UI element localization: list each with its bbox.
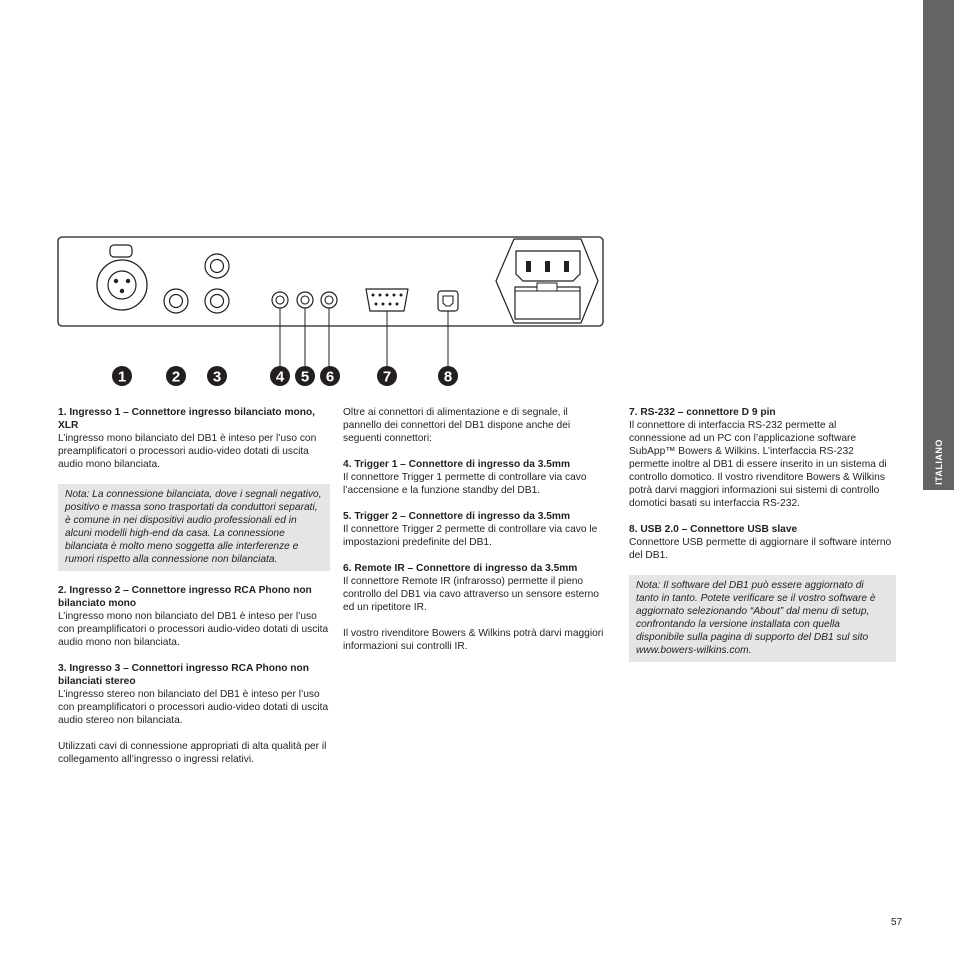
section-2-body: L’ingresso mono non bilanciato del DB1 è inteso per l’uso con preamplificatori o processori audio-video dotati di uscita audio mono non bilanciata. [58,611,329,648]
column-1 [58,406,330,779]
svg-text:1: 1 [117,368,127,386]
section-6-title: 6. Remote IR – Connettore di ingresso da 3.5mm [343,563,578,574]
section-5-body: Il connettore Trigger 2 permette di controllare via cavo le impostazioni predefinite del DB1. [343,524,598,548]
column-3 [629,406,896,675]
column-2-intro: Oltre ai connettori di alimentazione e di segnale, il pannello dei connettori del DB1 dispone anche dei seguenti connettori: [343,407,571,444]
language-side-tab [923,0,954,490]
column-1-closing: Utilizzati cavi di connessione appropriati di alta qualità per il collegamento all’ingresso o ingressi relativi. [58,741,327,765]
section-8-title: 8. USB 2.0 – Connettore USB slave [629,524,798,535]
section-1-title: 1. Ingresso 1 – Connettore ingresso bilanciato mono, XLR [58,407,316,431]
marker-3 [207,366,227,386]
remote-ir-jack-icon [321,292,337,308]
marker-4 [270,366,290,386]
section-4-title: 4. Trigger 1 – Connettore di ingresso da 3.5mm [343,459,571,470]
trigger1-jack-icon [272,292,288,308]
marker-5 [295,366,315,386]
marker-8 [438,366,458,386]
page-number: 57 [891,917,903,928]
balanced-connection-note: Nota: La connessione bilanciata, dove i segnali negativo, positivo e massa sono trasportati da conduttori separati, è comune in nei dispositivi audio professionali ed in alcuni modelli high-end da casa. La connessione bilanciata è molto meno soggetta alle interferenze e rumori rispetto alla connessione non bilanciata. [58,484,330,571]
software-update-note: Nota: Il software del DB1 può essere aggiornato di tanto in tanto. Potete verificare se il vostro software è aggiornato selezionando “About” dal menu di setup, confrontando la versione installata con quella disponibile sulla pagina di supporto del DB1 sul sito www.bowers-wilkins.com. [629,575,896,662]
language-label: ITALIANO [933,439,944,485]
marker-1 [112,366,132,386]
svg-text:2: 2 [171,368,181,386]
svg-text:3: 3 [212,368,222,386]
svg-text:4: 4 [275,368,285,386]
svg-text:8: 8 [443,368,453,386]
rs232-dsub-connector-icon [366,289,408,311]
usb-b-connector-icon [438,291,458,311]
section-3-title: 3. Ingresso 3 – Connettori ingresso RCA Phono non bilanciati stereo [58,663,309,687]
column-2-closing: Il vostro rivenditore Bowers & Wilkins potrà darvi maggiori informazioni sui controlli IR. [343,628,604,652]
section-7-body: Il connettore di interfaccia RS-232 permette al connessione ad un PC con l’applicazione software SubApp™ Bowers & Wilkins. L’interfaccia RS-232 permette inoltre al DB1 di essere inserito in un sistema di controllo domotico. Il vostro rivenditore Bowers & Wilkins potrà darvi maggiori informazioni sui sistemi di controllo domotici basati su interfaccia RS-232. [629,420,887,509]
section-3-body: L’ingresso stereo non bilanciato del DB1 è inteso per l’uso con preamplificatori o processori audio-video dotati di uscita audio stereo non bilanciata. [58,689,329,726]
section-6-body: Il connettore Remote IR (infrarosso) permette il pieno controllo del DB1 via cavo attraverso un sensore esterno ed un ripetitore IR. [343,576,599,613]
section-8-body: Connettore USB permette di aggiornare il software interno del DB1. [629,537,892,561]
marker-6 [320,366,340,386]
trigger2-jack-icon [297,292,313,308]
section-2-title: 2. Ingresso 2 – Connettore ingresso RCA Phono non bilanciato mono [58,585,312,609]
connector-panel-diagram [40,228,620,393]
rca-mono-connector-icon [164,289,188,313]
svg-text:7: 7 [382,368,392,386]
marker-7 [377,366,397,386]
section-5-title: 5. Trigger 2 – Connettore di ingresso da 3.5mm [343,511,571,522]
svg-text:5: 5 [300,368,310,386]
section-4-body: Il connettore Trigger 1 permette di controllare via cavo l’accensione e la funzione standby del DB1. [343,472,587,496]
svg-text:6: 6 [325,368,335,386]
column-2 [343,406,608,666]
section-7-title: 7. RS-232 – connettore D 9 pin [629,407,776,418]
power-inlet-icon [496,239,598,323]
marker-2 [166,366,186,386]
section-1-body: L’ingresso mono bilanciato del DB1 è inteso per l’uso con preamplificatori o processori audio-video dotati di uscita audio mono bilanciata. [58,433,317,470]
